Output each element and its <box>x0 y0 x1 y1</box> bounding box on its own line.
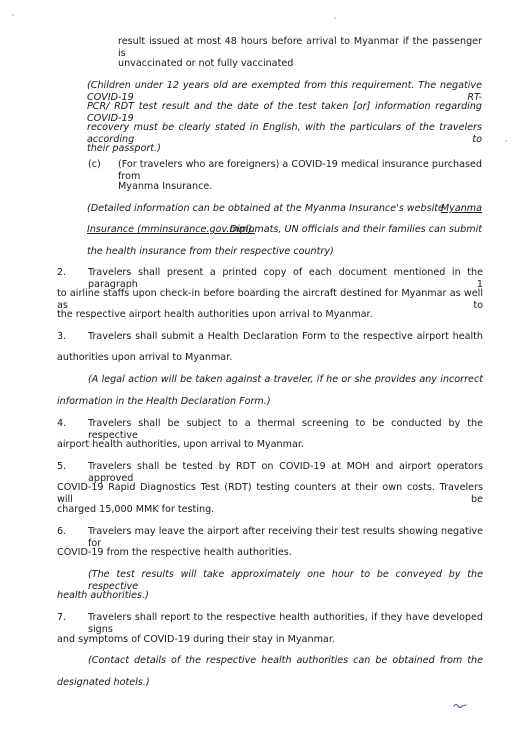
paragraph-number: 5. <box>57 461 67 472</box>
body-line: charged 15,000 MMK for testing. <box>57 504 215 515</box>
note-line: (Children under 12 years old are exempted from this requirement. The negative COVID-19 RT- <box>87 80 482 103</box>
scan-speck <box>505 140 507 142</box>
initial-mark-icon <box>453 701 467 711</box>
body-line: COVID-19 Rapid Diagnostics Test (RDT) testing counters at their own costs. Travelers will be <box>57 482 483 505</box>
note-line <box>87 203 482 215</box>
body-line: Travelers shall present a printed copy of each document mentioned in the paragraph 1 <box>88 267 483 290</box>
body-line: the respective airport health authorities upon arrival to Myanmar. <box>57 309 373 320</box>
body-line: and symptoms of COVID-19 during their stay in Myanmar. <box>57 634 335 645</box>
insurance-link[interactable]: Insurance (mminsurance.gov.mm). <box>87 224 255 235</box>
note-text: (Detailed information can be obtained at the Myanma Insurance's website <box>87 203 444 214</box>
note-line: (Contact details of the respective health authorities can be obtained from the <box>88 655 483 666</box>
note-line: their passport.) <box>87 143 161 154</box>
item-label-c: (c) <box>88 159 101 170</box>
note-text: Diplomats, UN officials and their families can submit <box>229 224 482 235</box>
body-line: result issued at most 48 hours before arrival to Myanmar if the passenger is <box>118 36 482 59</box>
paragraph-number: 4. <box>57 418 67 429</box>
note-line: (The test results will take approximately one hour to be conveyed by the respective <box>88 569 483 592</box>
note-line: PCR/ RDT test result and the date of the test taken [or] information regarding COVID-19 <box>87 101 482 124</box>
body-line: airport health authorities, upon arrival to Myanmar. <box>57 439 304 450</box>
body-line: authorities upon arrival to Myanmar. <box>57 352 233 363</box>
body-line: Travelers may leave the airport after receiving their test results showing negative for <box>88 526 483 549</box>
body-line: Travelers shall be subject to a thermal screening to be conducted by the respective <box>88 418 483 441</box>
note-line: (A legal action will be taken against a traveler, if he or she provides any incorrect <box>88 374 483 385</box>
note-line: recovery must be clearly stated in English, with the particulars of the travelers according to <box>87 122 482 145</box>
note-line: the health insurance from their respective country) <box>87 246 334 257</box>
body-line: COVID-19 from the respective health authorities. <box>57 547 292 558</box>
scan-speck <box>334 17 336 19</box>
paragraph-number: 6. <box>57 526 67 537</box>
body-line: Travelers shall report to the respective health authorities, if they have developed signs <box>88 612 483 635</box>
body-line: Travelers shall submit a Health Declaration Form to the respective airport health <box>88 331 483 342</box>
insurance-link[interactable]: Myanma <box>440 203 482 214</box>
paragraph-number: 7. <box>57 612 67 623</box>
note-line: information in the Health Declaration Form.) <box>57 396 271 407</box>
scan-speck <box>12 14 14 16</box>
note-line <box>87 224 482 236</box>
body-line: Travelers shall be tested by RDT on COVID-19 at MOH and airport operators approved <box>88 461 483 484</box>
body-line: unvaccinated or not fully vaccinated <box>118 58 294 69</box>
paragraph-number: 3. <box>57 331 67 342</box>
body-line: to airline staffs upon check-in before boarding the aircraft destined for Myanmar as well as to <box>57 288 483 311</box>
paragraph-number: 2. <box>57 267 67 278</box>
note-line: designated hotels.) <box>57 677 150 688</box>
body-line: (For travelers who are foreigners) a COVID-19 medical insurance purchased from <box>118 159 482 182</box>
note-line: health authorities.) <box>57 590 149 601</box>
body-line: Myanma Insurance. <box>118 181 213 192</box>
